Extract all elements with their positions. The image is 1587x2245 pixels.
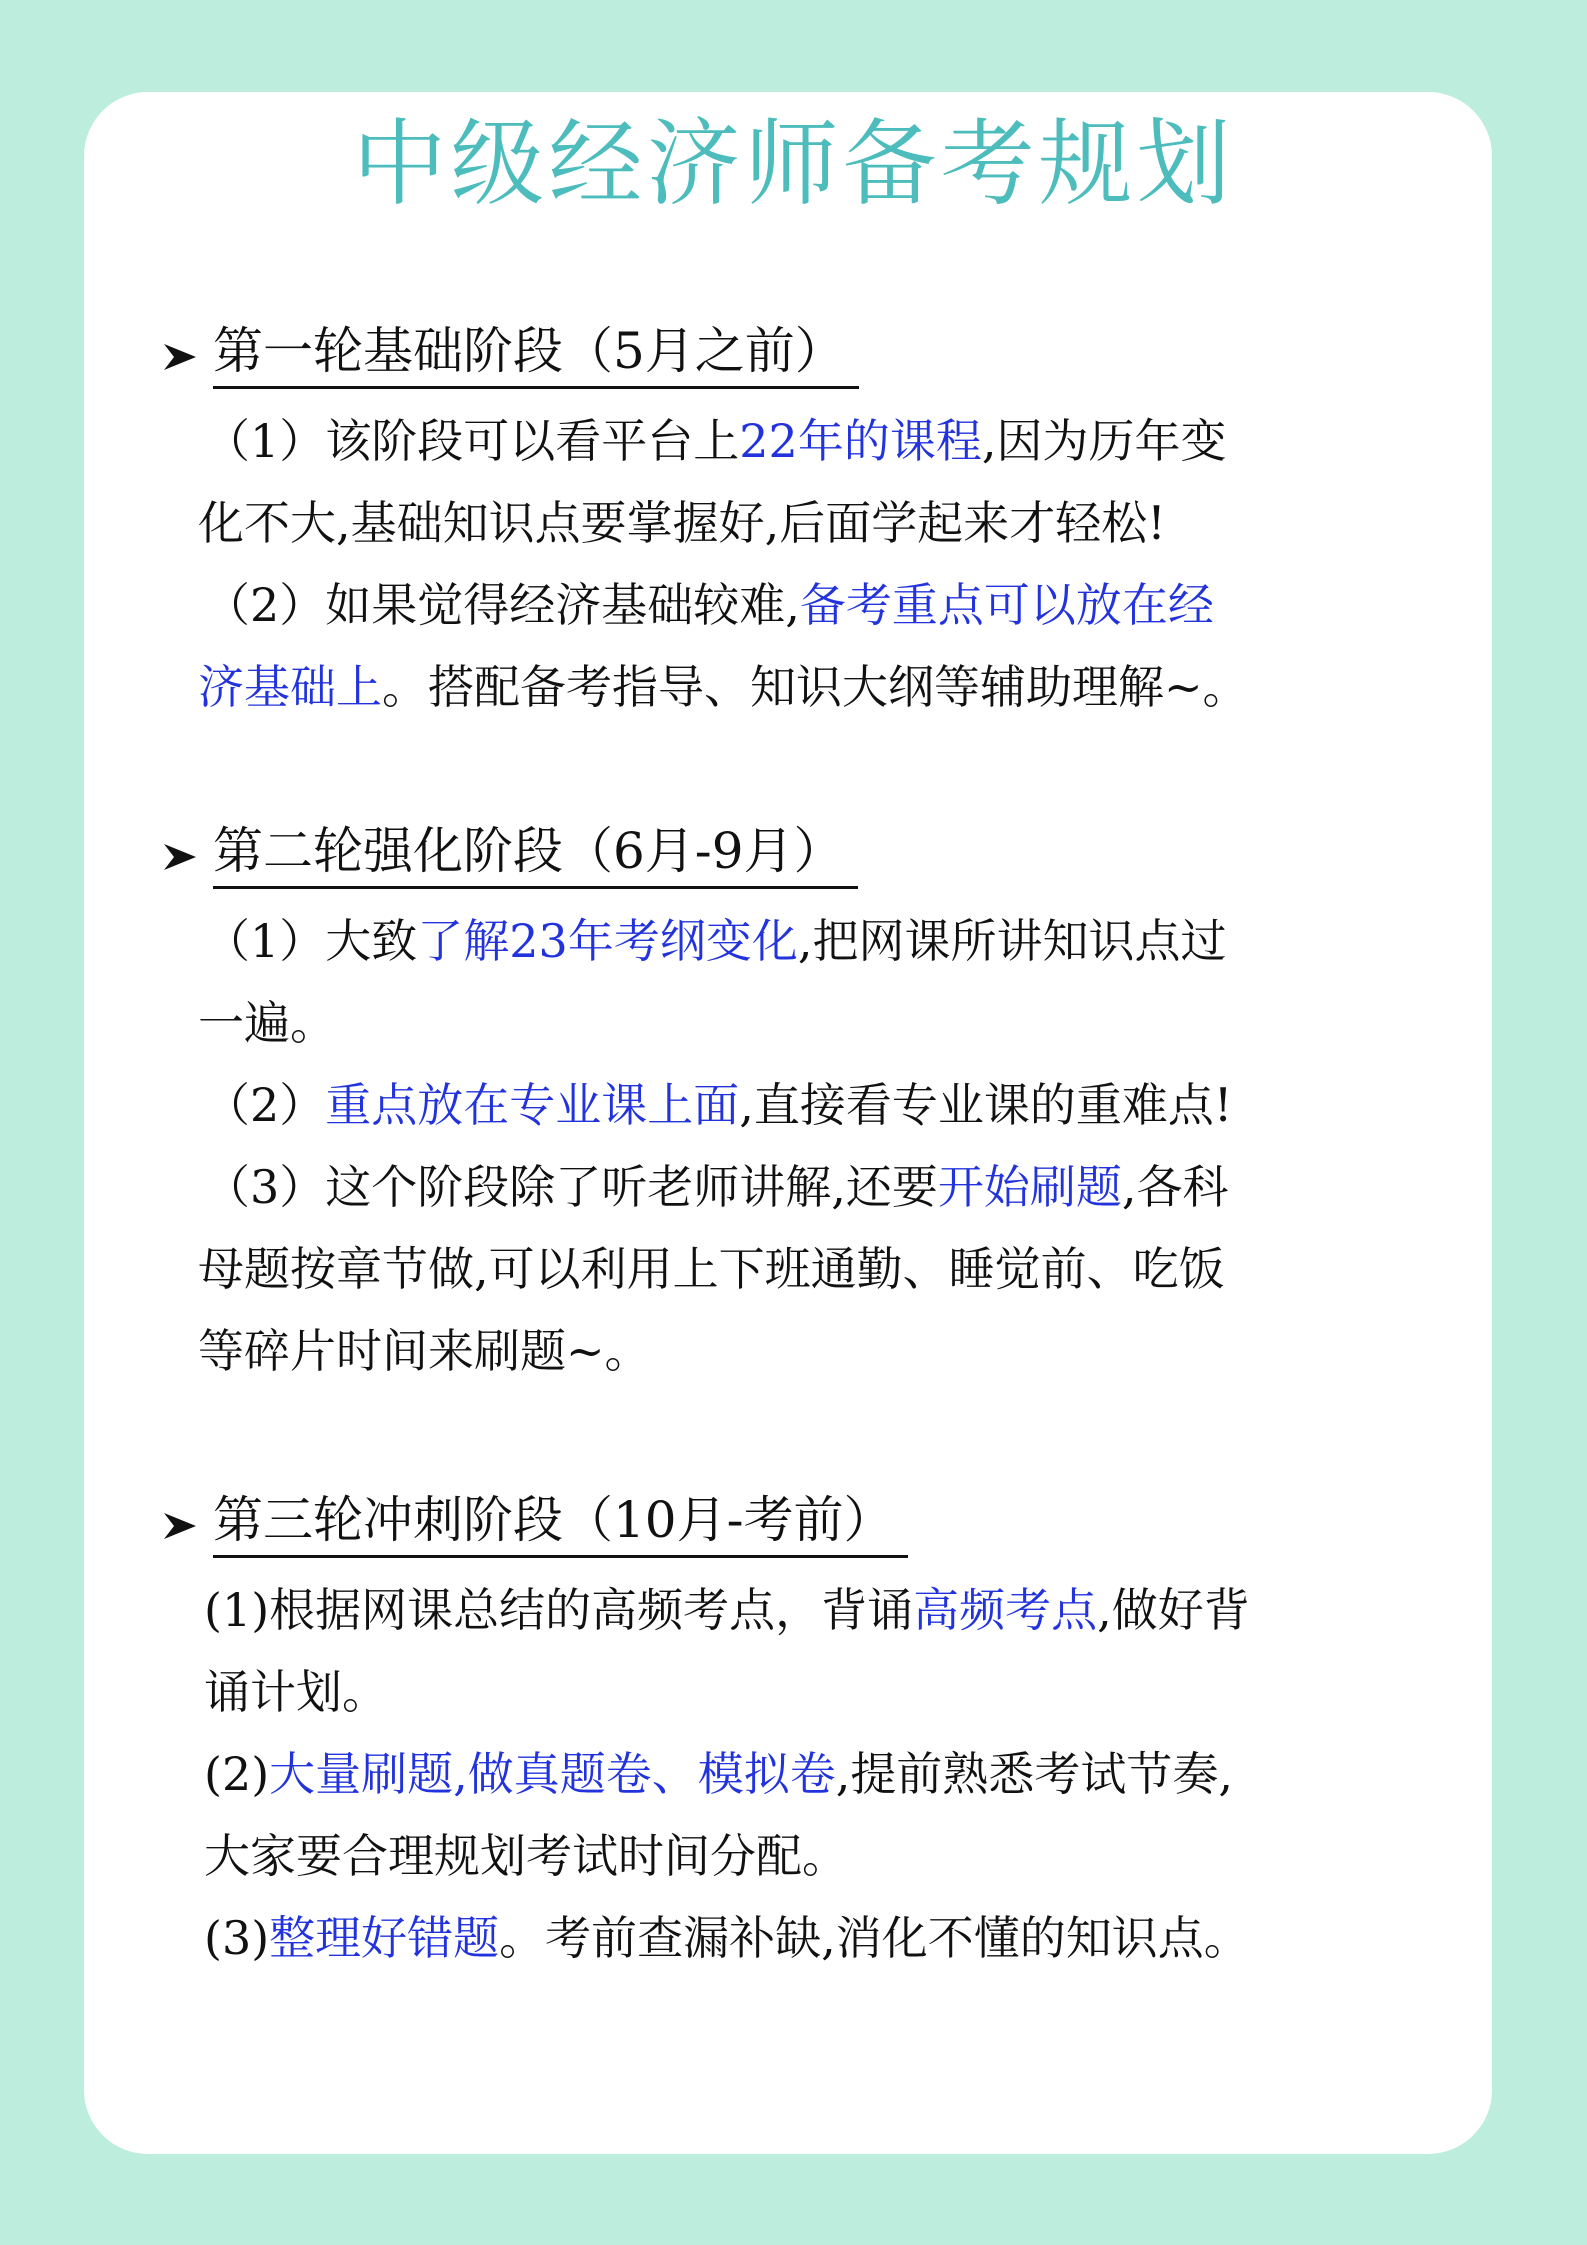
highlight-text: 高频考点: [913, 1583, 1098, 1637]
paragraph-line: [204, 1733, 1587, 1815]
section-body: [0, 900, 1587, 1392]
section-title: 第一轮基础阶段（5月之前）: [213, 316, 859, 389]
text-run: (3): [204, 1911, 270, 1965]
paragraph-line: [198, 482, 1587, 564]
section-body: [0, 400, 1587, 728]
text-run: ,直接看专业课的重难点!: [739, 1078, 1233, 1132]
paragraph-line: [198, 646, 1587, 728]
arrow-bullet-icon: [160, 836, 202, 878]
paragraph-line: [198, 1228, 1587, 1310]
paragraph-line: [204, 1815, 1587, 1897]
highlight-text: 济基础上: [198, 660, 382, 714]
text-run: 大家要合理规划考试时间分配。: [204, 1829, 848, 1883]
section-stage-2: [0, 816, 1587, 1392]
paragraph-line: [204, 400, 1587, 482]
text-run: （2）如果觉得经济基础较难,: [204, 578, 800, 632]
section-title: 第二轮强化阶段（6月-9月）: [213, 816, 858, 889]
text-run: 一遍。: [198, 996, 336, 1050]
highlight-text: 重点放在专业课上面: [325, 1078, 740, 1132]
arrow-bullet-icon: [160, 1505, 202, 1547]
highlight-text: 22年的课程: [739, 414, 982, 468]
paragraph-line: [204, 564, 1587, 646]
paragraph-line: [204, 1569, 1587, 1651]
paragraph-line: [198, 982, 1587, 1064]
section-heading: [0, 1485, 1587, 1559]
text-run: ,做好背: [1097, 1583, 1250, 1637]
section-title: 第三轮冲刺阶段（10月-考前）: [213, 1485, 908, 1558]
text-run: （3）这个阶段除了听老师讲解,还要: [204, 1160, 938, 1214]
paragraph-line: [204, 1064, 1587, 1146]
section-heading: [0, 816, 1587, 890]
text-run: 。搭配备考指导、知识大纲等辅助理解~。: [382, 660, 1249, 714]
highlight-text: 了解23年考纲变化: [417, 914, 798, 968]
text-run: （1）大致: [204, 914, 418, 968]
paragraph-line: [204, 1651, 1587, 1733]
paragraph-line: [204, 1897, 1587, 1979]
text-run: （1）该阶段可以看平台上: [204, 414, 740, 468]
text-run: (1)根据网课总结的高频考点，背诵: [204, 1583, 914, 1637]
highlight-text: 整理好错题: [269, 1911, 500, 1965]
paragraph-line: [204, 900, 1587, 982]
text-run: 化不大,基础知识点要掌握好,后面学起来才轻松!: [198, 496, 1166, 550]
text-run: ,把网课所讲知识点过: [797, 914, 1227, 968]
text-run: (2): [204, 1747, 270, 1801]
text-run: 母题按章节做,可以利用上下班通勤、睡觉前、吃饭: [198, 1242, 1225, 1296]
highlight-text: 大量刷题,做真题卷、模拟卷: [269, 1747, 836, 1801]
page-title: 中级经济师备考规划: [352, 110, 1235, 219]
text-run: （2）: [204, 1078, 326, 1132]
text-run: ,因为历年变: [981, 414, 1227, 468]
text-run: ,提前熟悉考试节奏,: [835, 1747, 1234, 1801]
section-stage-1: [0, 316, 1587, 728]
paragraph-line: [204, 1146, 1587, 1228]
text-run: 等碎片时间来刷题~。: [198, 1324, 651, 1378]
text-run: 。考前查漏补缺,消化不懂的知识点。: [499, 1911, 1250, 1965]
paragraph-line: [198, 1310, 1587, 1392]
arrow-bullet-icon: [160, 336, 202, 378]
section-heading: [0, 316, 1587, 390]
section-body: [0, 1569, 1587, 1979]
text-run: ,各科: [1121, 1160, 1229, 1214]
text-run: 诵计划。: [204, 1665, 388, 1719]
section-stage-3: [0, 1485, 1587, 1979]
highlight-text: 备考重点可以放在经: [799, 578, 1214, 632]
highlight-text: 开始刷题: [937, 1160, 1122, 1214]
